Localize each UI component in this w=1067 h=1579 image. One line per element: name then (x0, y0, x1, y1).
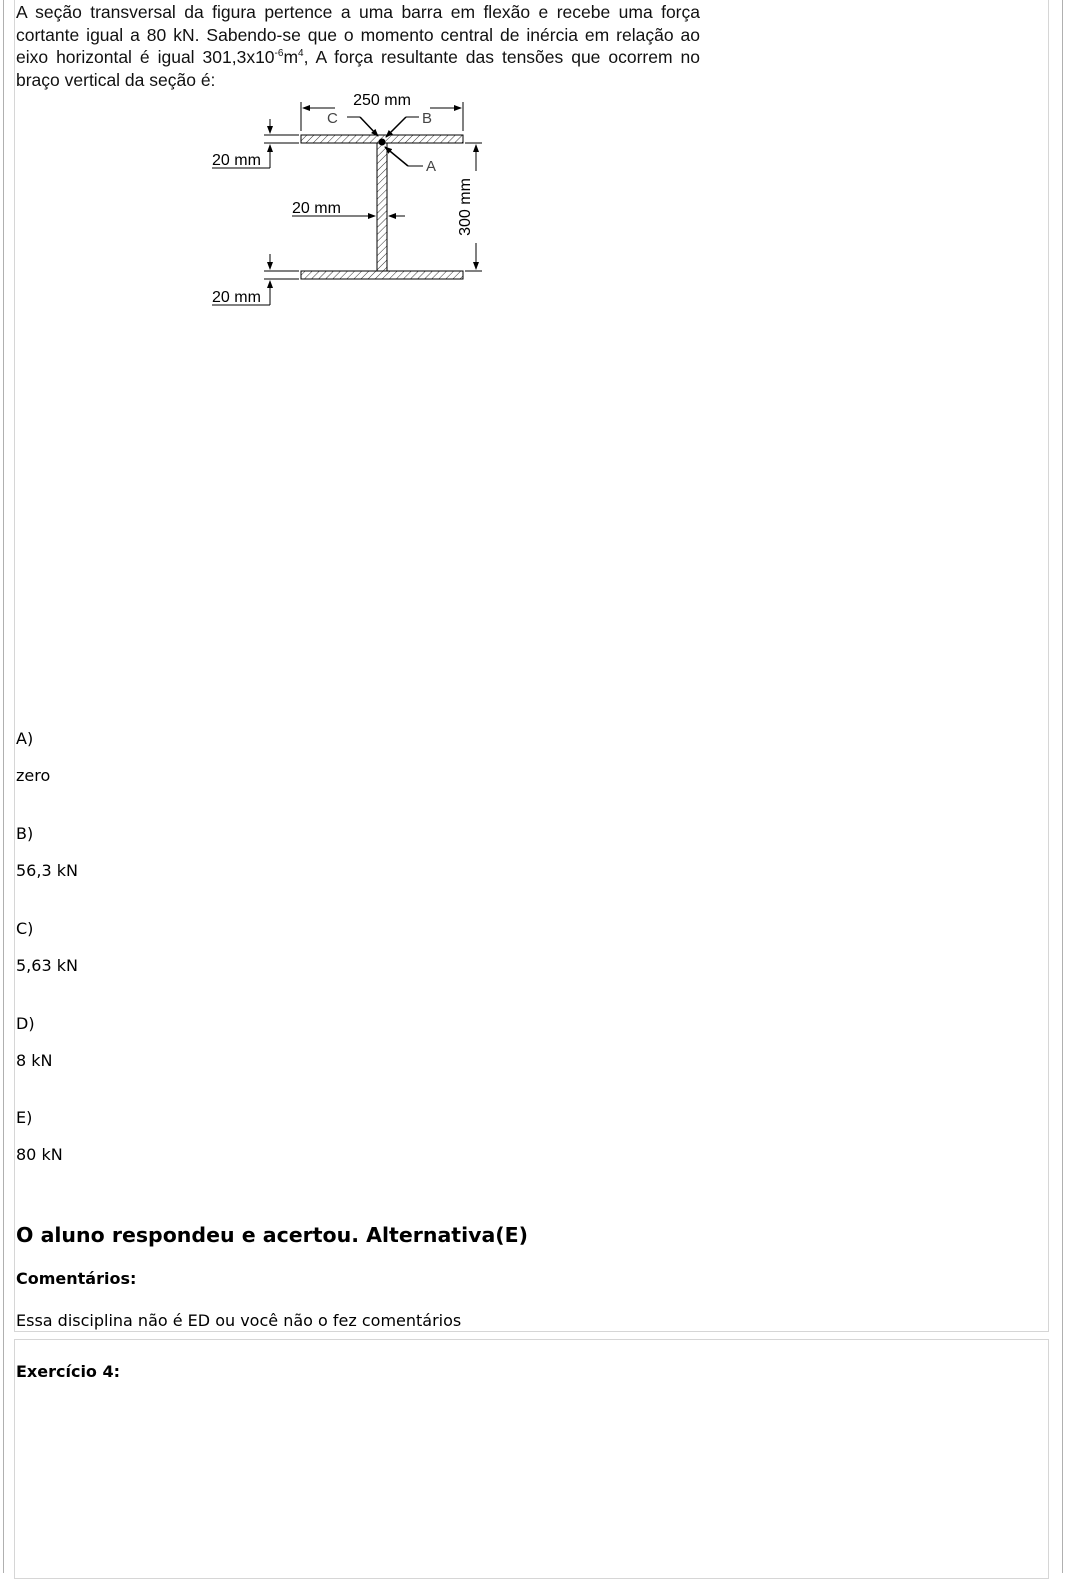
dimension-bottom-flange (212, 254, 299, 306)
exercise-4-title: Exercício 4: (16, 1362, 121, 1381)
option-e-value: 80 kN (16, 1145, 63, 1164)
exercise-4-card (14, 1339, 1049, 1579)
option-b-value: 56,3 kN (16, 861, 78, 880)
label-top-flange-20mm: 20 mm (212, 152, 261, 169)
comments-label: Comentários: (16, 1269, 137, 1288)
option-d-value: 8 kN (16, 1051, 53, 1070)
label-bottom-flange-20mm: 20 mm (212, 289, 261, 306)
i-beam-cross-section-figure (200, 86, 500, 316)
right-border (1062, 0, 1063, 1573)
comments-text: Essa disciplina não é ED ou você não o fez comentários (16, 1311, 462, 1330)
option-c-value: 5,63 kN (16, 956, 78, 975)
label-300mm: 300 mm (457, 178, 474, 236)
option-a-letter: A) (16, 729, 34, 748)
left-border (3, 0, 4, 1573)
label-point-a: A (426, 158, 437, 175)
label-250mm: 250 mm (353, 92, 411, 109)
option-c-letter: C) (16, 919, 34, 938)
dimension-web (292, 200, 405, 217)
label-web-20mm: 20 mm (292, 200, 341, 217)
label-point-c: C (327, 110, 338, 127)
option-b-letter: B) (16, 824, 34, 843)
question-text: A seção transversal da figura pertence a uma barra em flexão e recebe uma força cortante igual a 80 kN. Sabendo-se que o momento central de inércia em relação ao eixo horizontal é igual $301,3x10^{-6}m^4$, A força resultante das tensões que ocorrem no braço vertical da seção é: (16, 2, 700, 90)
option-a-value: zero (16, 766, 51, 785)
dimension-height (457, 143, 482, 271)
label-point-b: B (422, 110, 433, 127)
option-d-letter: D) (16, 1014, 35, 1033)
dimension-top-flange (212, 119, 299, 169)
result-message: O aluno respondeu e acertou. Alternativa(E) (16, 1223, 529, 1247)
option-e-letter: E) (16, 1108, 33, 1127)
dimension-top-width (301, 92, 463, 131)
exercise-3-card (14, 0, 1049, 1332)
